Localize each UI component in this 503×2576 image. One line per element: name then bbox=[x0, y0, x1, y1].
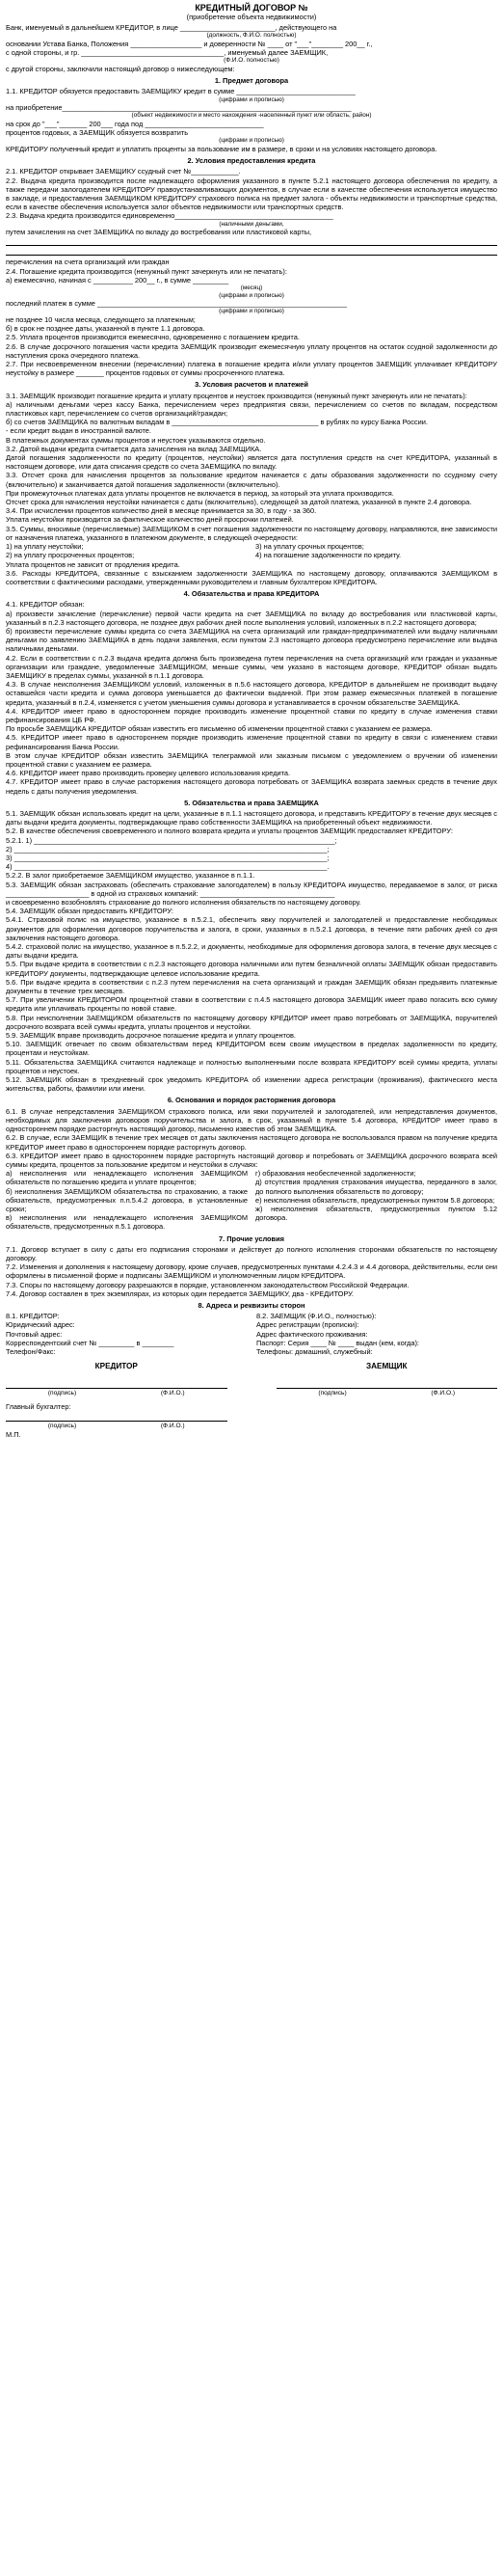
requisite-line: Корреспондентский счет № _________ в ________ bbox=[6, 1338, 174, 1347]
clause: 2.3. Выдача кредита производится единовременно________________________________________ bbox=[6, 211, 333, 221]
header-line: Банк, именуемый в дальнейшем КРЕДИТОР, в лице ________________________, действующего на bbox=[6, 23, 337, 33]
clause: В платежных документах суммы процентов и неустоек указываются отдельно. bbox=[6, 435, 266, 445]
clause: б) произвести перечисление суммы кредита со счета ЗАЕМЩИКА на счета организаций или граждан-предпринимателей или выдачу наличными деньгами по заявлению ЗАЕМЩИКА в день подачи заявления, если пунктом 2.3 настоящего договора предусмотрено перечисление или выдача наличными деньгами. bbox=[6, 626, 497, 654]
requisite-line: 8.1. КРЕДИТОР: bbox=[6, 1312, 60, 1321]
clause: 3.2. Датой выдачи кредита считается дата зачисления на вклад ЗАЕМЩИКА. bbox=[6, 444, 262, 453]
clause: 5.11. Обязательства ЗАЕМЩИКА считаются надлежаще и полностью выполненными после возврата КРЕДИТОРУ всей суммы кредита, уплаты процентов и неустоек. bbox=[6, 1057, 497, 1075]
clause: и своевременно возобновлять страхование до полного исполнения обязательств по настоящему договору. bbox=[6, 898, 361, 908]
signature-headings bbox=[6, 1362, 497, 1370]
clause: 5.2. В качестве обеспечения своевременного и полного возврата кредита и уплаты процентов ЗАЕМЩИК предоставляет КРЕДИТОРУ: bbox=[6, 827, 453, 836]
requisite-line: Юридический адрес: bbox=[6, 1320, 75, 1330]
clause: 7.2. Изменения и дополнения к настоящему договору, кроме случаев, предусмотренных пунктами 4.2.4.3 и 4.4 договора, действительны, если они оформлены в письменной форме и подписаны ЗАЕМЩИКОМ и уполномоченным лицом КРЕДИТОРА. bbox=[6, 1262, 497, 1281]
section-title: 1. Предмет договора bbox=[214, 76, 289, 86]
clause: путем зачисления на счет ЗАЕМЩИКА по вкладу до востребования или пластиковой карты, bbox=[6, 228, 312, 237]
list-item: 1) на уплату неустойки; bbox=[6, 542, 84, 552]
signature-underline bbox=[6, 1380, 227, 1389]
clause: 5.9. ЗАЕМЩИК вправе производить досрочное погашение кредита и уплату процентов. bbox=[6, 1031, 296, 1041]
clause: 4.5. КРЕДИТОР имеет право в одностороннем порядке производить изменение процентной ставки по кредиту в связи с изменением ставки рефинансирования Банка России. bbox=[6, 733, 497, 751]
clause: 5.2.2. В залог приобретаемое ЗАЕМЩИКОМ имущество, указанное в п.1.1. bbox=[6, 871, 255, 881]
list-item: г) образования необеспеченной задолженности; bbox=[255, 1169, 416, 1179]
termination-grounds bbox=[6, 1169, 497, 1231]
clause: 4.6. КРЕДИТОР имеет право производить проверку целевого использования кредита. bbox=[6, 769, 291, 778]
field-hint: (цифрами и прописью) bbox=[219, 95, 284, 103]
clause: 7.1. Договор вступает в силу с даты его подписания сторонами и действует до полного исполнения сторонами обязательств по настоящему договору. bbox=[6, 1244, 497, 1262]
clause: 6.2. В случае, если ЗАЕМЩИК в течение трех месяцев от даты заключения настоящего договора не воспользовался правом на получение кредита КРЕДИТОР имеет право в одностороннем порядке расторгнуть договор. bbox=[6, 1133, 497, 1152]
clause: а) произвести зачисление (перечисление) первой части кредита на счет ЗАЕМЩИКА по вкладу до востребования или пластиковой карты, указанный в п.2.3 настоящего договора, не позднее двух рабочих дней после выполнения условий, изложенных в п.2.2 настоящего договора; bbox=[6, 609, 497, 627]
clause: 4.2. Если в соответствии с п.2.3 выдача кредита должна быть произведена путем перечисления на счета организаций или граждан и указанные организации или граждане, уведомленные ЗАЕМЩИКОМ, меньше суммы, чем указано в настоящем договоре, КРЕДИТОР обязан выдать ЗАЕМЩИКУ в пределах суммы, указанной в п.1.1 договора. bbox=[6, 653, 497, 680]
clause: 3.3. Отсчет срока для начисления процентов за пользование кредитом начинается с даты образования задолженности по ссудному счету (включительно) и заканчивается датой погашения задолженности (включительно). bbox=[6, 471, 497, 489]
clause: 2.7. При несвоевременном внесении (перечислении) платежа в погашение кредита и/или уплату процентов ЗАЕМЩИК уплачивает КРЕДИТОРУ неустойку в размере _______ процентов годовых от суммы просроченного платежа. bbox=[6, 360, 497, 378]
list-item: 4) на погашение задолженности по кредиту. bbox=[255, 551, 402, 560]
clause: 4.1. КРЕДИТОР обязан: bbox=[6, 600, 85, 610]
field-hint: (наличными деньгами, bbox=[219, 220, 284, 228]
section-title: 6. Основания и порядок расторжения договора bbox=[167, 1096, 336, 1105]
requisite-line: Телефоны: домашний, служебный: bbox=[256, 1346, 373, 1356]
clause: 5.8. При неисполнении ЗАЕМЩИКОМ обязательств по настоящему договору КРЕДИТОР имеет право потребовать от ЗАЕМЩИКА, поручителей досрочного возврата всей суммы кредита, уплаты процентов и неустойки. bbox=[6, 1013, 497, 1031]
fio-caption: (Ф.И.О.) bbox=[160, 1422, 185, 1429]
field-hint: (цифрами и прописью) bbox=[219, 308, 284, 315]
clause: 7.4. Договор составлен в трех экземплярах, из которых один передается ЗАЕМЩИКУ, два - КРЕДИТОРУ. bbox=[6, 1288, 354, 1298]
signature-caption: (подпись) bbox=[47, 1390, 77, 1397]
clause: 4.3. В случае неисполнения ЗАЕМЩИКОМ условий, изложенных в п.5.6 настоящего договора, КРЕДИТОР в дальнейшем не производит выдачу оставшейся части кредита и сумма договора уменьшается до фактически выданной. При этом размер ежемесячных платежей в погашение кредита, указанный в п.2.4, изменяется с учетом уменьшения суммы договора и устанавливается в срочном обязательстве ЗАЕМЩИКА. bbox=[6, 680, 497, 707]
creditor-label: КРЕДИТОР bbox=[94, 1362, 138, 1371]
text-line: 1.1. КРЕДИТОР обязуется предоставить ЗАЕМЩИКУ кредит в сумме ______________________________ bbox=[6, 87, 356, 96]
signature-underline bbox=[6, 1413, 227, 1422]
field-hint: (Ф.И.О. полностью) bbox=[224, 57, 279, 65]
clause: 3.6. Расходы КРЕДИТОРА, связанные с взысканием задолженности ЗАЕМЩИКА по настоящему договору, оплачиваются ЗАЕМЩИКОМ в соответствии с фактическими расходами, утвержденными руководителем и главным бухгалтером КРЕДИТОРА. bbox=[6, 568, 497, 586]
header-line: с другой стороны, заключили настоящий договор о нижеследующем: bbox=[6, 65, 235, 73]
text-line: на приобретение_________________________________________________________________________ bbox=[6, 103, 352, 113]
clause: 7.3. Споры по настоящему договору разрешаются в порядке, установленном законодательством Российской Федерации. bbox=[6, 1280, 410, 1289]
doc-title: КРЕДИТНЫЙ ДОГОВОР № bbox=[195, 3, 308, 13]
clause: По просьбе ЗАЕМЩИКА КРЕДИТОР обязан известить его письменно об изменении процентной ставки с указанием ее размера. bbox=[6, 724, 433, 734]
header-line: основании Устава Банка, Положения __________________ и доверенности № ____ от "___"________ 200__ г., bbox=[6, 40, 373, 48]
clause: Уплата процентов не зависит от продления кредита. bbox=[6, 559, 180, 569]
section-title: 5. Обязательства и права ЗАЕМЩИКА bbox=[184, 798, 319, 807]
text-para: КРЕДИТОРУ полученный кредит и уплатить проценты за пользование им в размере, в сроки и на условиях настоящего договора. bbox=[6, 145, 437, 153]
stamp-place: М.П. bbox=[6, 1429, 21, 1439]
clause: 5.10. ЗАЕМЩИК отвечает по своим обязательствам перед КРЕДИТОРОМ всем своим имуществом в пределах задолженности по кредиту, процентам и неустойкам. bbox=[6, 1040, 497, 1058]
borrower-label: ЗАЕМЩИК bbox=[365, 1362, 408, 1371]
clause: 5.7. При увеличении КРЕДИТОРОМ процентной ставки в соответствии с п.4.5 настоящего договора ЗАЕМЩИК имеет право погасить всю сумму кредита или уплачивать проценты по новой ставке. bbox=[6, 995, 497, 1014]
clause: а) наличными деньгами через кассу Банка, перечислением через предприятия связи, перечислением со счетов по вкладам, посредством пластиковых карт, перечислением со счетов организаций/граждан; bbox=[6, 399, 497, 419]
creditor-signature bbox=[6, 1380, 227, 1397]
clause: 2) _______________________________________________________________________________; bbox=[6, 844, 330, 854]
requisite-line: 8.2. ЗАЕМЩИК (Ф.И.О., полностью): bbox=[256, 1312, 377, 1321]
clause: 5.5. При выдаче кредита в соответствии с п.2.3 настоящего договора наличными или путем безналичной оплаты ЗАЕМЩИК обязан предоставить КРЕДИТОРУ документы, подтверждающие целевое использование кредита. bbox=[6, 960, 497, 978]
fio-caption: (Ф.И.О.) bbox=[431, 1390, 456, 1397]
field-hint: (цифрами и прописью) bbox=[219, 137, 284, 145]
clause: 2.6. В случае досрочного погашения части кредита ЗАЕМЩИК производит ежемесячную уплату процентов на остаток ссудной задолженности до наступления срока очередного платежа. bbox=[6, 341, 497, 360]
clause: 6.3. КРЕДИТОР имеет право в одностороннем порядке расторгнуть настоящий договор и потребовать от ЗАЕМЩИКА досрочного возврата всей суммы кредита, процентов за пользование кредитом и неустойки в случаях: bbox=[6, 1151, 497, 1169]
field-hint: (объект недвижимости и место нахождения -населенный пункт или область, район) bbox=[131, 112, 372, 120]
clause: Датой погашения задолженности по кредиту (процентов, неустойки) является дата поступления средств на счет КРЕДИТОРА, указанный в настоящем договоре, или дата списания средств со счета ЗАЕМЩИКА по вкладу. bbox=[6, 453, 497, 472]
chief-accountant-label: Главный бухгалтер: bbox=[6, 1401, 71, 1411]
clause: 3) _______________________________________________________________________________; bbox=[6, 854, 330, 862]
clause: 2.4. Погашение кредита производится (ненужный пункт зачеркнуть или не печатать): bbox=[6, 266, 287, 276]
signature-lines bbox=[6, 1380, 497, 1397]
clause: 4.7. КРЕДИТОР имеет право в случае расторжения настоящего договора потребовать от ЗАЕМЩИКА возврата заемных средств в течение двух недель с даты получения уведомления. bbox=[6, 777, 497, 796]
clause: 6.1. В случае непредставления ЗАЕМЩИКОМ страхового полиса, или явки поручителей и залогодателей, или непредставления документов, необходимых для заключения договоров поручительства и залога, в срок, указанный в пункте 5.4 договора, КРЕДИТОР имеет право в одностороннем порядке расторгнуть настоящий договор, письменно известив об этом ЗАЕМЩИКА. bbox=[6, 1106, 497, 1134]
clause: 5.3. ЗАЕМЩИК обязан застраховать (обеспечить страхование залогодателем) в пользу КРЕДИТОРА имущество, передаваемое в залог, от риска _____________________ в одной из страховых компаний: __________________________________ bbox=[6, 880, 497, 898]
header-line: с одной стороны, и гр. ____________________________________, именуемый далее ЗАЕМЩИК, bbox=[6, 48, 329, 58]
clause: 5.12. ЗАЕМЩИК обязан в трехдневный срок уведомить КРЕДИТОРА об изменении адреса регистрации (проживания), фактического места жительства, работы, фамилии или имени. bbox=[6, 1075, 497, 1094]
accountant-signature-line bbox=[6, 1413, 497, 1430]
text-line: процентов годовых, а ЗАЕМЩИК обязуется возвратить bbox=[6, 128, 189, 138]
field-hint: (цифрами и прописью) bbox=[219, 291, 284, 299]
signature-caption: (подпись) bbox=[318, 1390, 347, 1397]
clause: 2.5. Уплата процентов производится ежемесячно, одновременно с погашением кредита. bbox=[6, 333, 300, 342]
borrower-requisites bbox=[256, 1312, 497, 1356]
doc-subtitle: (приобретение объекта недвижимости) bbox=[186, 13, 317, 21]
clause: 5.6. При выдаче кредита в соответствии с п.2.3 путем перечисления на счета организаций и граждан ЗАЕМЩИК обязан предъявить платежные документы в течение трех месяцев. bbox=[6, 977, 497, 996]
accountant-signature bbox=[6, 1413, 227, 1430]
requisite-line: Адрес регистрации (прописки): bbox=[256, 1320, 359, 1330]
contract-page bbox=[6, 0, 497, 1439]
requisites bbox=[6, 1312, 497, 1356]
clause: 5.4.1. Страховой полис на имущество, указанное в п.5.2.1, обеспечить явку поручителей и залогодателей и предоставление необходимых документов для оформления договоров поручительства и залога, в сроки, указанных в п.5.2.1 договора, в течение пяти рабочих дней со дня заключения настоящего договора. bbox=[6, 915, 497, 942]
clause: последний платеж в сумме _______________________________________________________________ bbox=[6, 299, 347, 309]
clause: 3.1. ЗАЕМЩИК производит погашение кредита и уплату процентов и неустоек производится (ненужный пункт зачеркнуть или не печатать): bbox=[6, 391, 467, 400]
clause: - если кредит выдан в иностранной валюте. bbox=[6, 426, 151, 436]
clause: 5.4. ЗАЕМЩИК обязан предоставить КРЕДИТОРУ: bbox=[6, 907, 173, 916]
requisite-line: Почтовый адрес: bbox=[6, 1329, 63, 1339]
field-hint: (месяц) bbox=[240, 285, 263, 292]
text-line: на срок до "___"_______ 200___ года под ______________________________ bbox=[6, 120, 264, 128]
list-item: е) неисполнения обязательств, предусмотренных пунктом 5.8 договора; bbox=[255, 1195, 495, 1205]
list-item: б) неисполнения ЗАЕМЩИКОМ обязательства по страхованию, а также обязательств, предусмотренных п.п.5.4.2 договора, в установленные сроки; bbox=[6, 1186, 248, 1213]
requisite-line: Адрес фактического проживания: bbox=[256, 1329, 368, 1339]
clause: 3.4. При исчислении процентов количество дней в месяце принимается за 30, в году - за 360. bbox=[6, 506, 317, 516]
list-item: а) неисполнения или ненадлежащего исполнения ЗАЕМЩИКОМ обязательств по погашению кредита и уплате процентов; bbox=[6, 1169, 248, 1187]
clause: Уплата неустойки производится за фактическое количество дней просрочки платежей. bbox=[6, 515, 294, 525]
clause: 2.2. Выдача кредита производится после надлежащего оформления указанного в пункте 5.2.1 настоящего договора обеспечения по кредиту, а также передачи залогодателем КРЕДИТОРУ правоустанавливающих документов, в случае если в качестве обеспечения используется имущество в закладе, и предоставления ЗАЕМЩИКОМ КРЕДИТОРУ страхового полиса на предмет залога - объекты недвижимости и транспортные средства, если в качестве обеспечения используется залог объектов недвижимости или транспортных средств. bbox=[6, 176, 497, 212]
list-item: 3) на уплату срочных процентов; bbox=[255, 542, 364, 552]
section-title: 4. Обязательства и права КРЕДИТОРА bbox=[183, 589, 320, 599]
field-hint: (должность, Ф.И.О. полностью) bbox=[206, 32, 297, 40]
clause: 2.1. КРЕДИТОР открывает ЗАЕМЩИКУ ссудный счет №____________. bbox=[6, 167, 241, 176]
list-item: ж) неисполнения обязательств, предусмотренных пунктом 5.12 договора. bbox=[255, 1204, 497, 1223]
list-item: 2) на уплату просроченных процентов; bbox=[6, 551, 135, 560]
signature-caption: (подпись) bbox=[47, 1422, 77, 1429]
blank-lines bbox=[6, 237, 497, 256]
payment-order-list bbox=[6, 542, 497, 559]
clause: б) в срок не позднее даты, указанной в пункте 1.1 договора. bbox=[6, 324, 205, 334]
clause: 4) _______________________________________________________________________________. bbox=[6, 862, 330, 872]
clause: При промежуточных платежах дата уплаты процентов не включается в период, за который эта уплата производится. bbox=[6, 488, 394, 498]
section-title: 2. Условия предоставления кредита bbox=[187, 156, 316, 166]
borrower-signature bbox=[277, 1380, 498, 1397]
clause: 3.5. Суммы, вносимые (перечисляемые) ЗАЕМЩИКОМ в счет погашения задолженности по настоящему договору, направляются, вне зависимости от назначения платежа, указанного в платежном документе, в следующей очередности: bbox=[6, 524, 497, 542]
clause: Отсчет срока для начисления неустойки начинается с даты (включительно), следующей за датой платежа, указанной в пункте 2.4 договора. bbox=[6, 498, 472, 507]
clause: а) ежемесячно, начиная с __________ 200__ г., в сумме _________ bbox=[6, 275, 229, 285]
list-item: в) неисполнения или ненадлежащего исполнения ЗАЕМЩИКОМ обязательств, предусмотренных п.5.1 договора. bbox=[6, 1213, 248, 1232]
clause: 5.1. ЗАЕМЩИК обязан использовать кредит на цели, указанные в п.1.1 настоящего договора, и представить КРЕДИТОРУ в течение двух месяцев с даты выдачи кредита документы, подтверждающие право собственности ЗАЕМЩИКА на приобретенный объект недвижимости. bbox=[6, 808, 497, 827]
list-item: д) отсутствия продления страхования имущества, переданного в залог, до полного выполнения обязательств по договору; bbox=[255, 1178, 497, 1196]
clause: 4.4. КРЕДИТОР имеет право в одностороннем порядке производить изменение процентной ставки по кредиту в случае изменения ставки рефинансирования ЦБ РФ. bbox=[6, 706, 497, 724]
signature-underline bbox=[277, 1380, 498, 1389]
clause: б) со счетов ЗАЕМЩИКА по валютным вкладам в _____________________________________ в рублях по курсу Банка России. bbox=[6, 418, 428, 427]
section-title: 7. Прочие условия bbox=[219, 1234, 284, 1243]
section-title: 3. Условия расчетов и платежей bbox=[195, 380, 308, 390]
section-title: 8. Адреса и реквизиты сторон bbox=[198, 1300, 305, 1310]
clause: 5.4.2. страховой полис на имущество, указанное в п.5.2.2, и документы, необходимые для оформления договора залога, в течение двух месяцев с даты выдачи кредита. bbox=[6, 942, 497, 961]
creditor-requisites bbox=[6, 1312, 247, 1356]
clause: не позднее 10 числа месяца, следующего за платежным; bbox=[6, 315, 196, 325]
fio-caption: (Ф.И.О.) bbox=[160, 1390, 185, 1397]
clause: перечисления на счета организаций или граждан bbox=[6, 258, 170, 267]
requisite-line: Телефон/Факс: bbox=[6, 1346, 56, 1356]
clause: В этом случае КРЕДИТОР обязан известить ЗАЕМЩИКА телеграммой или заказным письмом с уведомлением о вручении об изменении процентной ставки с указанием ее размера. bbox=[6, 750, 497, 769]
clause: 5.2.1. 1) ____________________________________________________________________________; bbox=[6, 835, 337, 845]
requisite-line: Паспорт: Серия ____ № ____ выдан (кем, когда): bbox=[256, 1338, 419, 1347]
